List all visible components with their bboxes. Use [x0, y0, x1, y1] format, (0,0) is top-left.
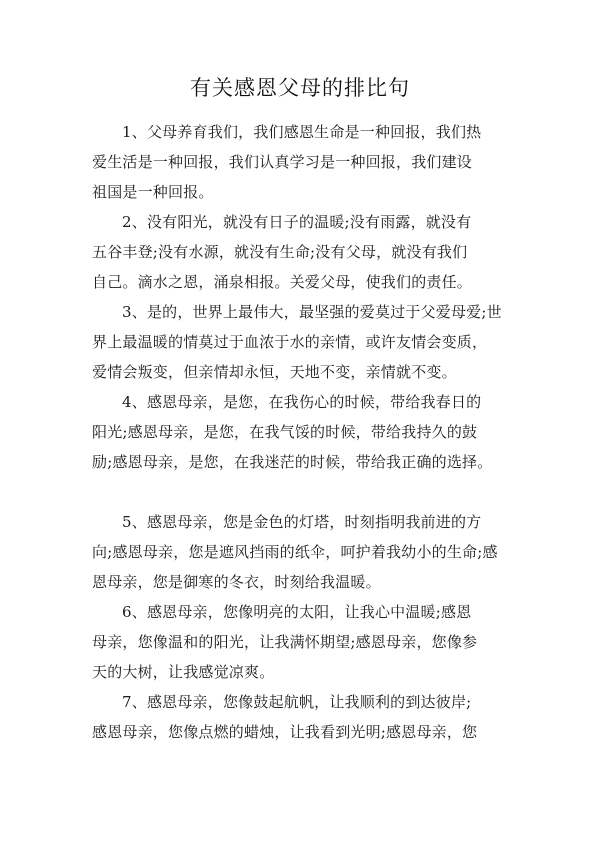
paragraph-line: 界上最温暖的情莫过于血浓于水的亲情，或许友情会变质，: [92, 333, 488, 351]
paragraph-line: 天的大树，让我感觉凉爽。: [92, 663, 275, 681]
paragraph-line: 阳光;感恩母亲，是您，在我气馁的时候，带给我持久的鼓: [92, 423, 478, 441]
paragraph-gap: [92, 477, 532, 507]
paragraph-line: 7、感恩母亲，您像鼓起航帆，让我顺利的到达彼岸;: [122, 693, 472, 711]
paragraph-line: 2、没有阳光，就没有日子的温暖;没有雨露，就没有: [122, 213, 472, 231]
paragraph-5: [92, 507, 532, 597]
paragraph-line: 4、感恩母亲，是您，在我伤心的时候，带给我春日的: [122, 393, 482, 411]
paragraph-1: [92, 117, 532, 207]
paragraph-6: [92, 597, 532, 687]
document-title: 有关感恩父母的排比句: [190, 76, 410, 100]
paragraph-line: 自己。滴水之恩，涌泉相报。关爱父母，使我们的责任。: [92, 273, 473, 291]
paragraph-2: [92, 207, 532, 297]
document-body: [92, 117, 532, 747]
paragraph-line: 五谷丰登;没有水源，就没有生命;没有父母，就没有我们: [92, 243, 468, 261]
paragraph-line: 3、是的，世界上最伟大，最坚强的爱莫过于父爱母爱;世: [122, 303, 502, 321]
paragraph-line: 1、父母养育我们，我们感恩生命是一种回报，我们热: [122, 123, 482, 141]
paragraph-line: 爱情会叛变，但亲情却永恒，天地不变，亲情就不变。: [92, 363, 457, 381]
paragraph-line: 励;感恩母亲，是您，在我迷茫的时候，带给我正确的选择。: [92, 453, 493, 471]
paragraph-line: 爱生活是一种回报，我们认真学习是一种回报，我们建设: [92, 153, 473, 171]
paragraph-line: 感恩母亲，您像点燃的蜡烛，让我看到光明;感恩母亲，您: [92, 723, 478, 741]
paragraph-line: 向;感恩母亲，您是遮风挡雨的纸伞，呵护着我幼小的生命;感: [92, 543, 498, 561]
paragraph-line: 6、感恩母亲，您像明亮的太阳，让我心中温暖;感恩: [122, 603, 472, 621]
paragraph-line: 恩母亲，您是御寒的冬衣，时刻给我温暖。: [92, 573, 381, 591]
paragraph-3: [92, 297, 532, 387]
paragraph-line: 母亲，您像温和的阳光，让我满怀期望;感恩母亲，您像参: [92, 633, 478, 651]
paragraph-line: 祖国是一种回报。: [92, 183, 214, 201]
paragraph-4: [92, 387, 532, 477]
paragraph-line: 5、感恩母亲，您是金色的灯塔，时刻指明我前进的方: [122, 513, 482, 531]
paragraph-7: [92, 687, 532, 747]
